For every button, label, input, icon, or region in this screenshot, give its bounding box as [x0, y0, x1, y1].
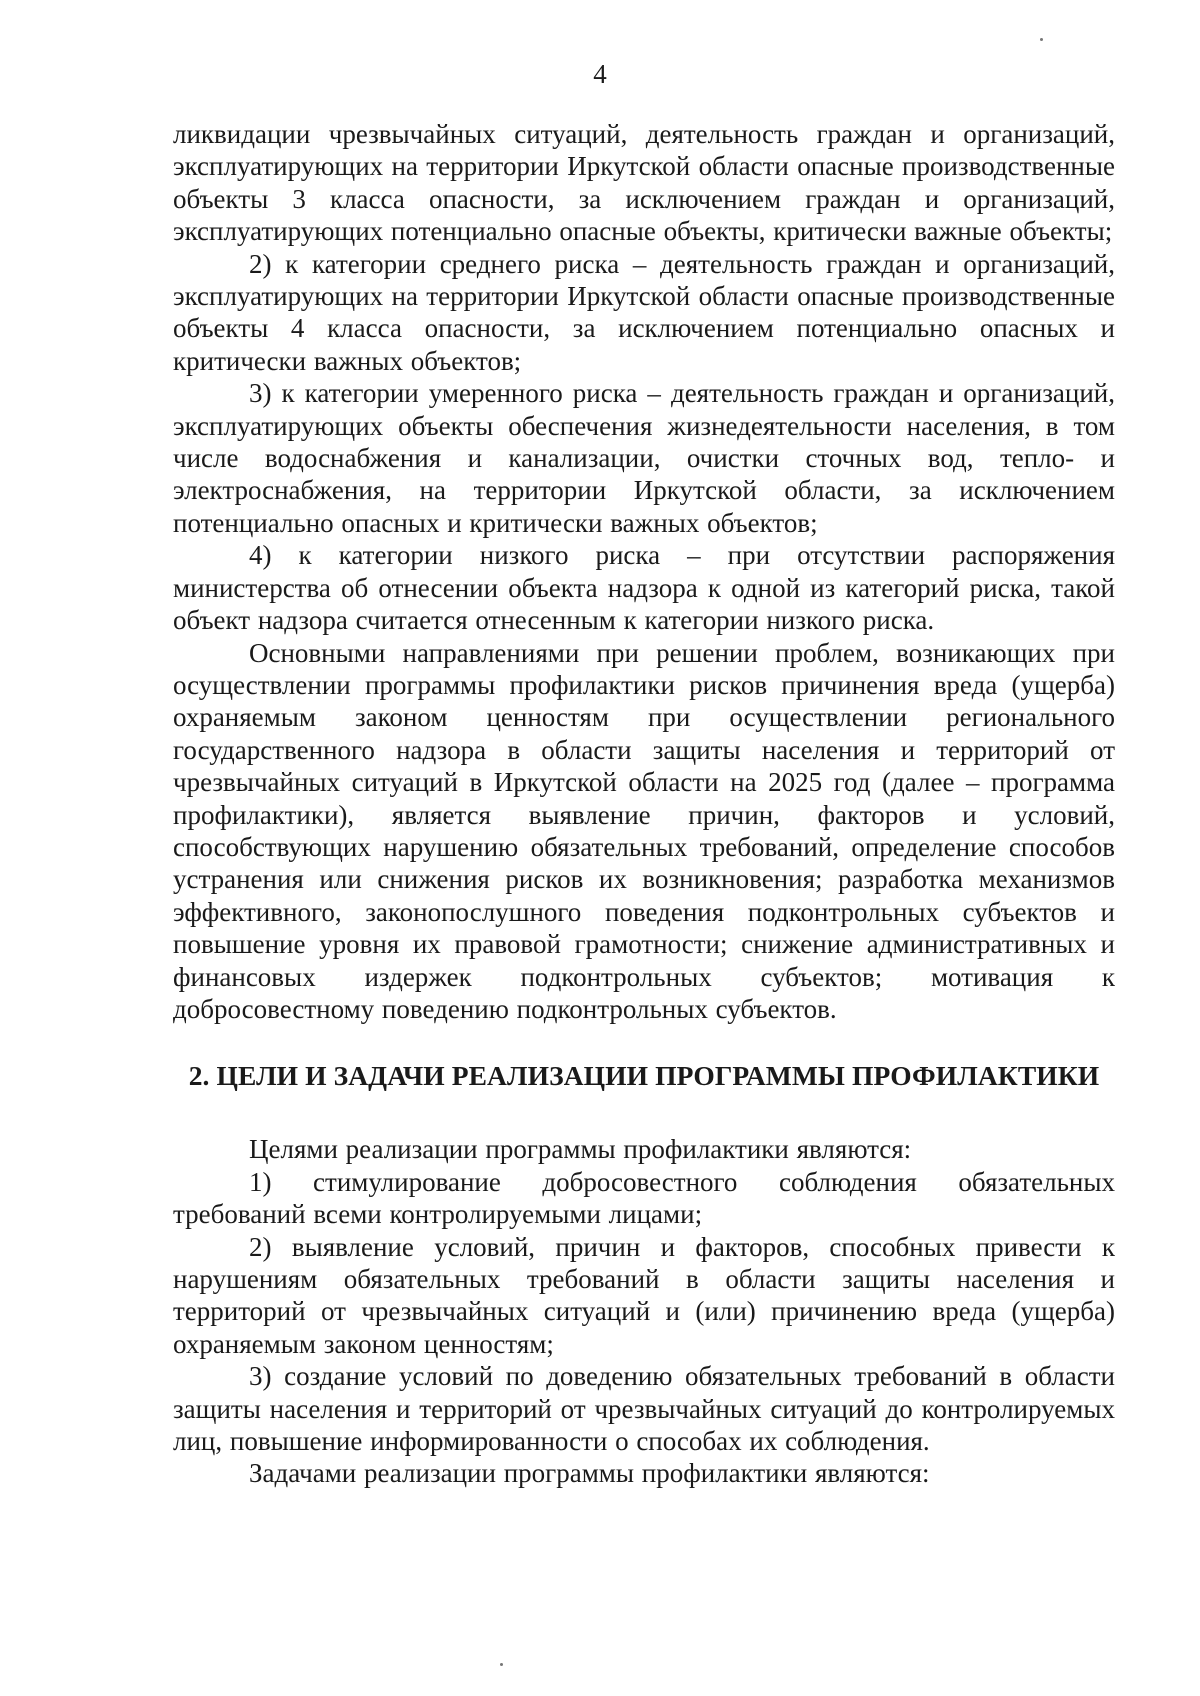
section-heading: 2. ЦЕЛИ И ЗАДАЧИ РЕАЛИЗАЦИИ ПРОГРАММЫ ПРОФИЛАКТИКИ: [188, 1060, 1100, 1092]
paragraph-item-2: 2) к категории среднего риска – деятельность граждан и организаций, эксплуатирующих на территории Иркутской области опасные производственные объекты 4 класса опасности, за исключением потенциально опасных и критически важных объектов;: [173, 248, 1115, 376]
paragraph-item-4: 4) к категории низкого риска – при отсутствии распоряжения министерства об отнесении объекта надзора к одной из категорий риска, такой объект надзора считается отнесенным к категории низкого риска.: [173, 540, 1115, 636]
paragraph-goal-3: 3) создание условий по доведению обязательных требований в области защиты населения и территорий от чрезвычайных ситуаций до контролируемых лиц, повышение информированности о способах их соблюдения.: [173, 1361, 1115, 1457]
paragraph-goal-2: 2) выявление условий, причин и факторов, способных привести к нарушениям обязательных требований в области защиты населения и территорий от чрезвычайных ситуаций и (или) причинению вреда (ущерба) охраняемым законом ценностям;: [173, 1231, 1115, 1359]
paragraph-continuation: ликвидации чрезвычайных ситуаций, деятельность граждан и организаций, эксплуатирующих на территории Иркутской области опасные производственные объекты 3 класса опасности, за исключением граждан и организаций, эксплуатирующих потенциально опасные объекты, критически важные объекты;: [173, 119, 1115, 247]
scan-speck: [1040, 38, 1043, 41]
paragraph-tasks-intro: Задачами реализации программы профилактики являются:: [249, 1458, 930, 1489]
document-body: [173, 118, 1115, 1490]
scan-speck: [500, 1663, 503, 1666]
paragraph-item-3: 3) к категории умеренного риска – деятельность граждан и организаций, эксплуатирующих объекты обеспечения жизнедеятельности населения, в том числе водоснабжения и канализации, очистки сточных вод, тепло- и электроснабжения, на территории Иркутской области, за исключением потенциально опасных и критически важных объектов;: [173, 378, 1115, 538]
paragraph-main-directions: Основными направлениями при решении проблем, возникающих при осуществлении программы профилактики рисков причинения вреда (ущерба) охраняемым законом ценностям при осуществлении регионального государственного надзора в области защиты населения и территорий от чрезвычайных ситуаций в Иркутской области на 2025 год (далее – программа профилактики), является выявление причин, факторов и условий, способствующих нарушению обязательных требований, определение способов устранения или снижения рисков их возникновения; разработка механизмов эффективного, законопослушного поведения подконтрольных субъектов и повышение уровня их правовой грамотности; снижение административных и финансовых издержек подконтрольных субъектов; мотивация к добросовестному поведению подконтрольных субъектов.: [173, 637, 1115, 1024]
paragraph-goal-1: 1) стимулирование добросовестного соблюдения обязательных требований всеми контролируемыми лицами;: [173, 1166, 1115, 1230]
paragraph-goals-intro: Целями реализации программы профилактики являются:: [249, 1134, 912, 1165]
page-number: 4: [593, 59, 607, 89]
